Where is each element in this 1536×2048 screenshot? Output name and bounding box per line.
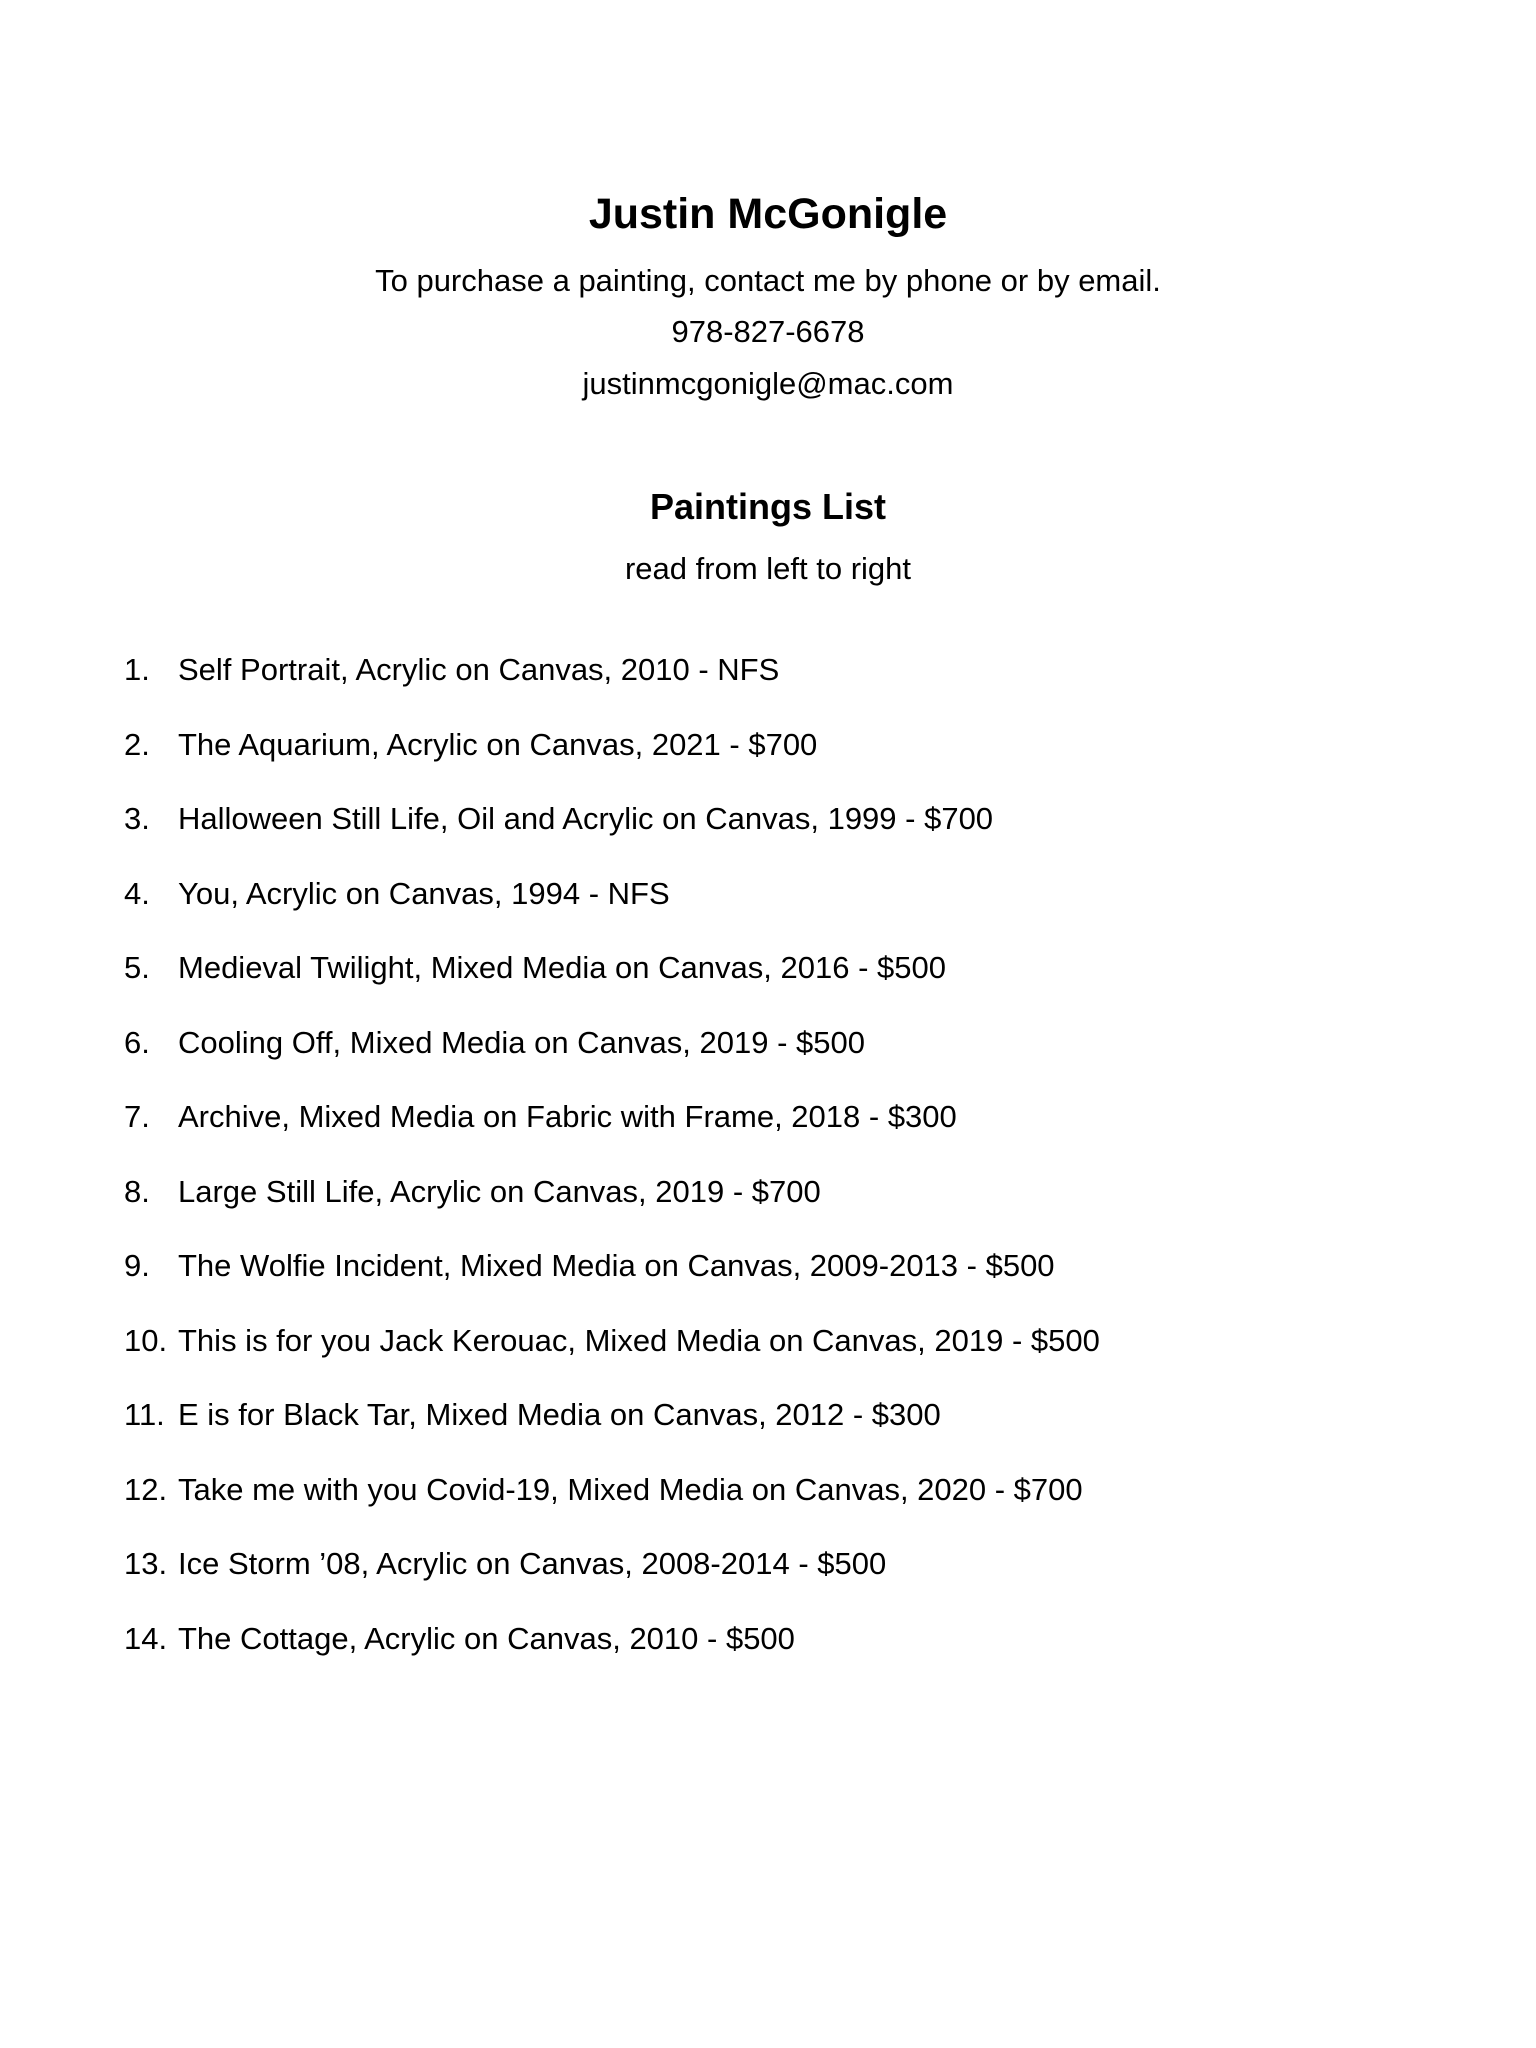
- list-item-number: 6.: [124, 1024, 150, 1060]
- purchase-instructions: To purchase a painting, contact me by phone or by email.: [375, 263, 1161, 298]
- list-item-text: E is for Black Tar, Mixed Media on Canvas, 2012 - $300: [178, 1397, 941, 1432]
- list-item-text: Archive, Mixed Media on Fabric with Frame, 2018 - $300: [178, 1099, 957, 1134]
- list-item-number: 1.: [124, 652, 150, 687]
- list-item-number: 5.: [124, 950, 150, 985]
- list-item-number: 4.: [124, 875, 150, 911]
- list-item-text: You, Acrylic on Canvas, 1994 - NFS: [178, 875, 670, 911]
- list-item-number: 12.: [124, 1471, 168, 1507]
- phone-number: 978-827-6678: [671, 314, 865, 349]
- list-item-number: 14.: [124, 1620, 168, 1656]
- list-item-text: The Cottage, Acrylic on Canvas, 2010 - $500: [178, 1620, 795, 1656]
- list-item-number: 7.: [124, 1099, 150, 1134]
- list-item-text: The Aquarium, Acrylic on Canvas, 2021 - $700: [178, 726, 818, 762]
- list-item-number: 13.: [124, 1546, 168, 1581]
- list-item-text: Halloween Still Life, Oil and Acrylic on Canvas, 1999 - $700: [178, 801, 994, 836]
- paintings-list-subtitle: read from left to right: [624, 551, 911, 586]
- artist-name: Justin McGonigle: [588, 190, 948, 238]
- list-item-text: Ice Storm ’08, Acrylic on Canvas, 2008-2014 - $500: [178, 1546, 887, 1581]
- list-item-number: 3.: [124, 801, 150, 836]
- list-item-number: 2.: [124, 726, 150, 762]
- list-item-text: The Wolfie Incident, Mixed Media on Canvas, 2009-2013 - $500: [178, 1248, 1055, 1283]
- list-item-text: Take me with you Covid-19, Mixed Media on Canvas, 2020 - $700: [178, 1471, 1083, 1507]
- list-item-text: Cooling Off, Mixed Media on Canvas, 2019 - $500: [178, 1024, 865, 1060]
- list-item-number: 8.: [124, 1173, 150, 1209]
- list-item-text: This is for you Jack Kerouac, Mixed Media on Canvas, 2019 - $500: [178, 1322, 1100, 1358]
- list-item-number: 11.: [124, 1397, 165, 1432]
- list-item-number: 9.: [124, 1248, 150, 1283]
- list-item-number: 10.: [124, 1322, 168, 1358]
- list-item-text: Medieval Twilight, Mixed Media on Canvas, 2016 - $500: [178, 950, 946, 985]
- list-item-text: Self Portrait, Acrylic on Canvas, 2010 - NFS: [178, 652, 780, 687]
- paintings-list-title: Paintings List: [649, 486, 887, 527]
- email-address: justinmcgonigle@mac.com: [582, 366, 954, 401]
- list-item-text: Large Still Life, Acrylic on Canvas, 2019 - $700: [178, 1173, 821, 1209]
